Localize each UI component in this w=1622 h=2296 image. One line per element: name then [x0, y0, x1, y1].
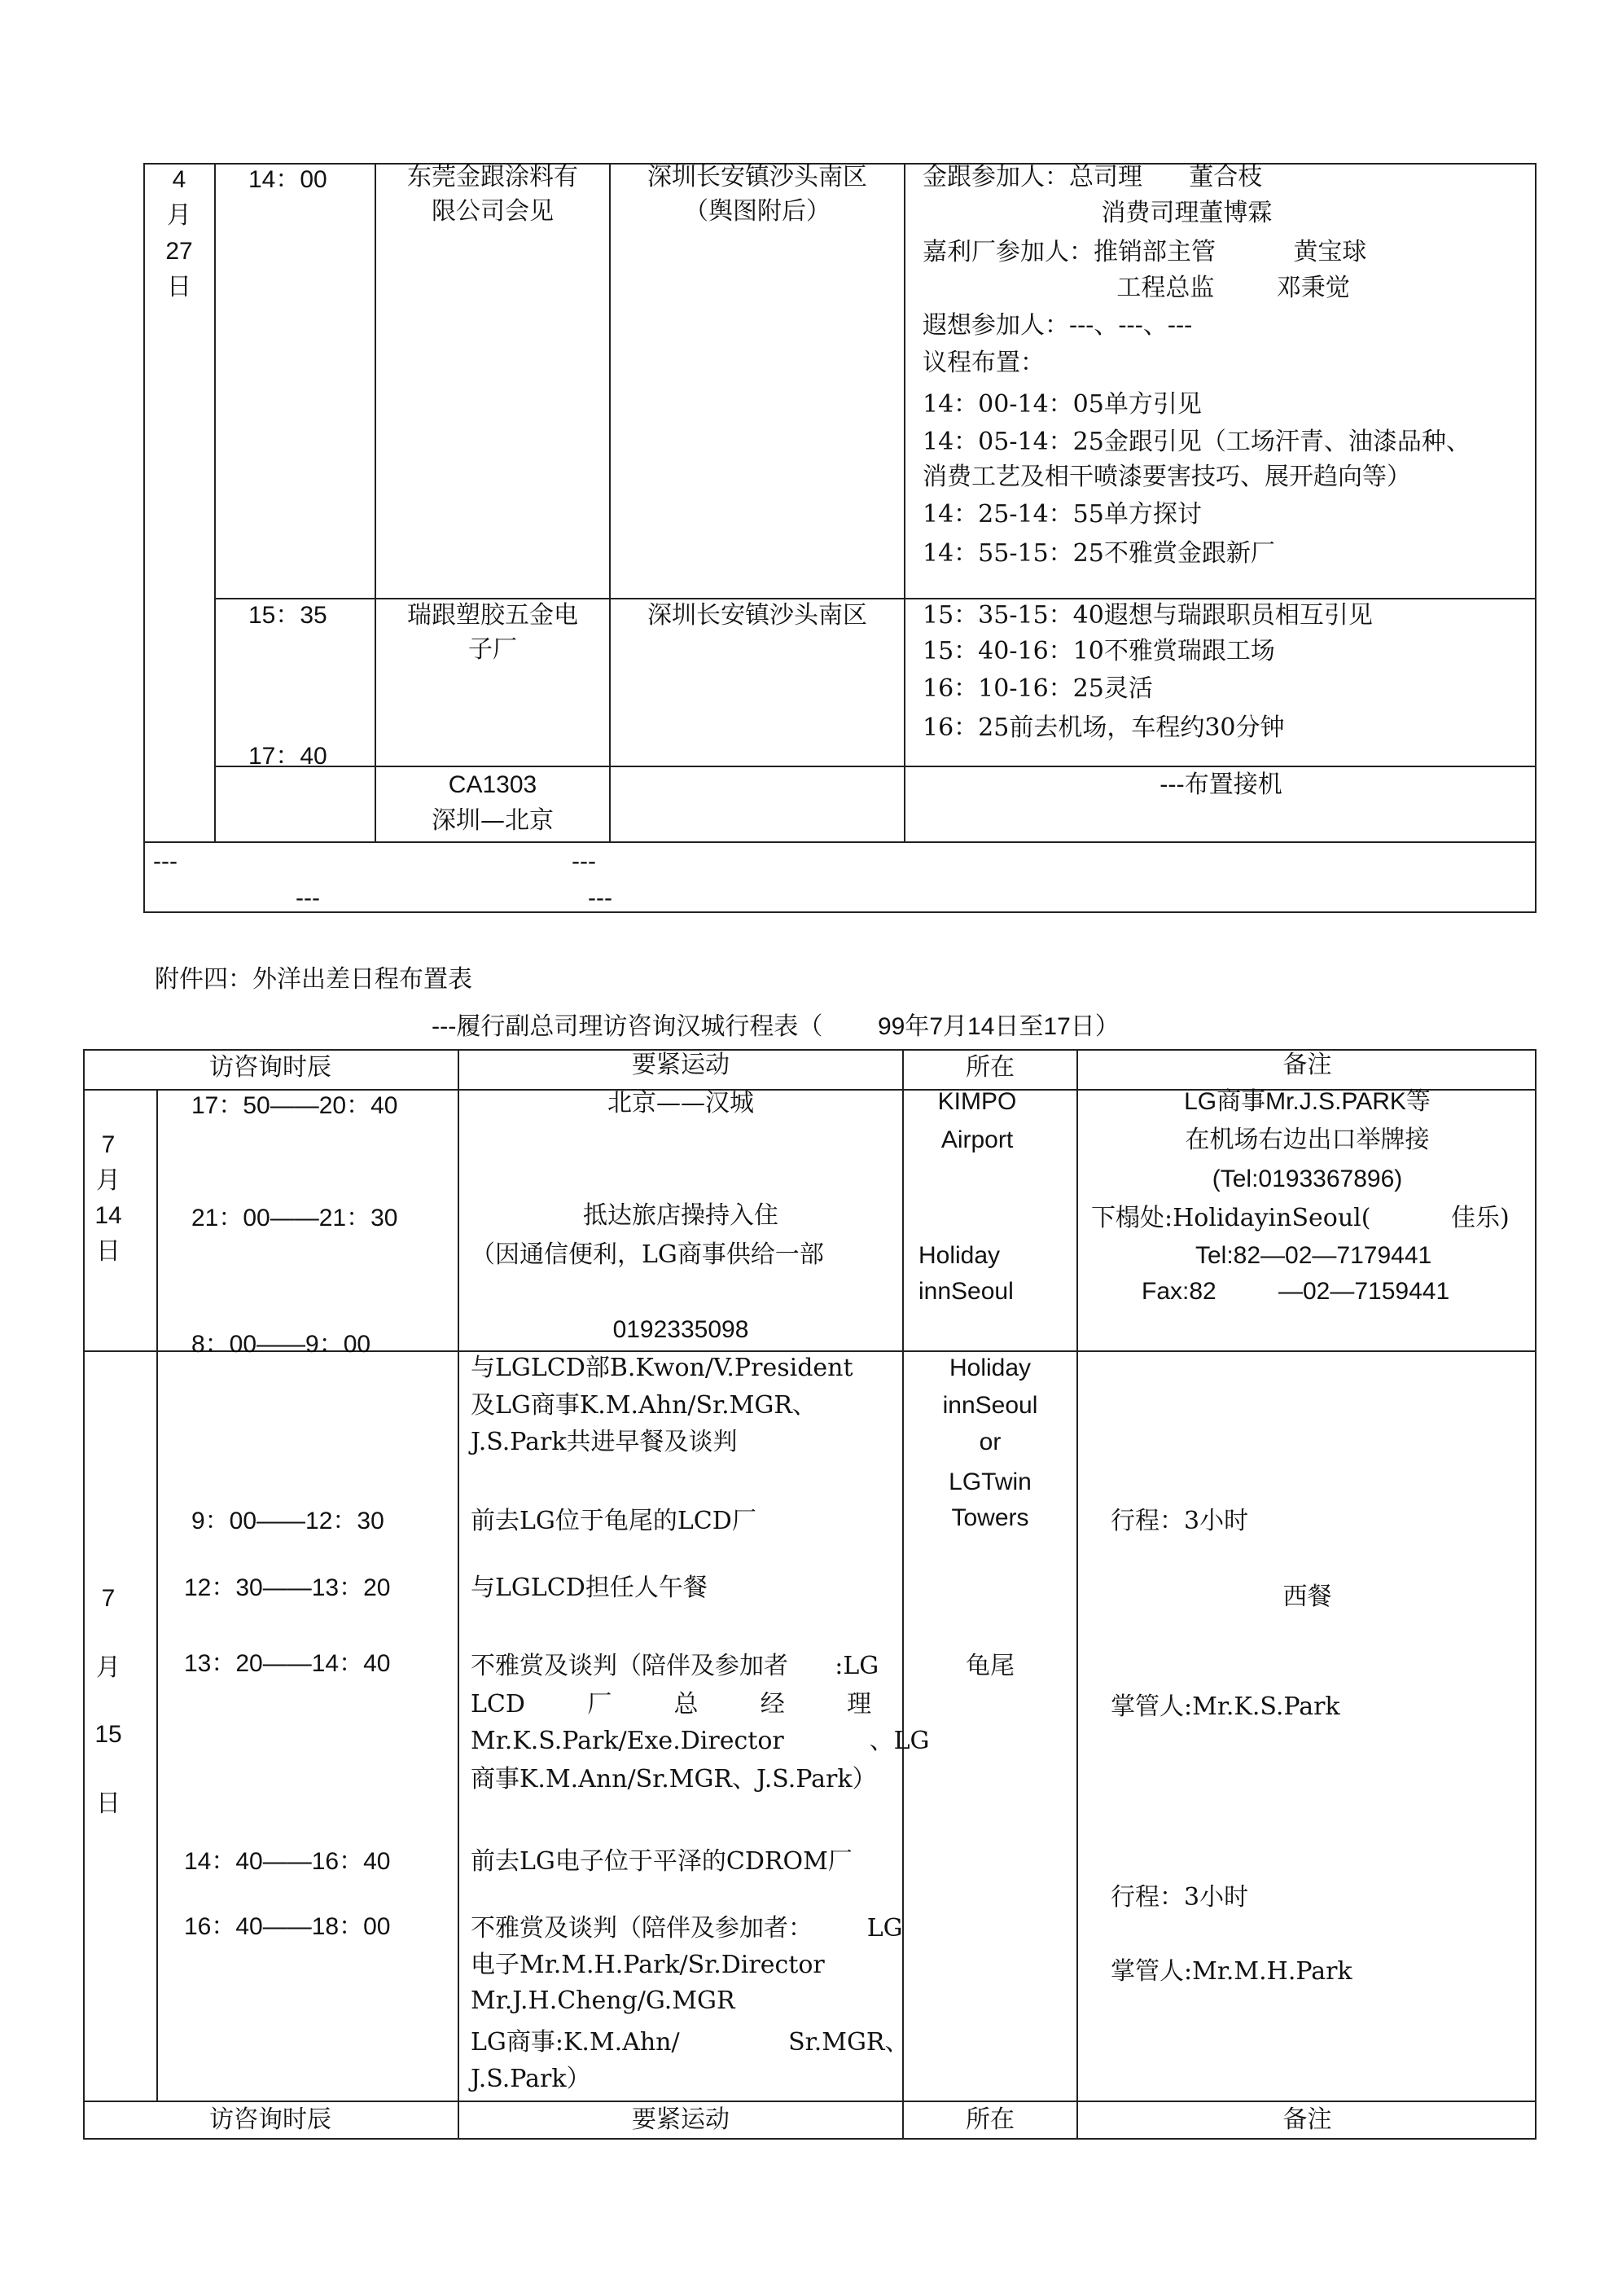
t2-date: 日: [96, 1789, 121, 1818]
t2-location: Towers: [951, 1504, 1029, 1531]
t1-divider: [904, 163, 905, 841]
t2-remark: (Tel:0193367896): [1212, 1166, 1403, 1192]
t2-activity: 前去LG位于龟尾的LCD厂: [471, 1507, 756, 1535]
t2-time: 8：00——9：00: [191, 1331, 371, 1358]
t2-footer-location: 所在: [966, 2105, 1015, 2134]
t2-location: KIMPO: [937, 1088, 1017, 1115]
t2-footer-remarks: 备注: [1282, 2105, 1332, 2134]
t2-remark: LG商事Mr.J.S.PARK等: [1184, 1088, 1431, 1115]
t2-time: 16：40——18：00: [184, 1913, 391, 1940]
t2-activity: 前去LG电子位于平泽的CDROM厂: [471, 1847, 853, 1876]
t2-remark: 佳乐): [1451, 1204, 1510, 1232]
t2-activity: 北京——汉城: [607, 1089, 754, 1117]
t1-remark: 消费工艺及相干喷漆要害技巧、展开趋向等）: [923, 463, 1411, 491]
t2-activity: 0192335098: [612, 1316, 749, 1343]
t2-remark: 行程：3小时: [1111, 1883, 1249, 1912]
t2-location: innSeoul: [918, 1278, 1014, 1305]
t1-flight: 深圳—北京: [432, 806, 554, 835]
t2-header-time: 访咨询时辰: [209, 1053, 331, 1082]
t2-location: 龟尾: [966, 1652, 1015, 1680]
t2-activity: Mr.J.H.Cheng/G.MGR: [471, 1987, 735, 2015]
t2-time: 12：30——13：20: [184, 1574, 391, 1601]
t1-time: 15：35: [248, 602, 327, 629]
schedule-subtitle: ---履行副总司理访咨询汉城行程表（: [432, 1012, 823, 1041]
t1-divider: [609, 163, 611, 841]
t2-activity: LG商事:K.M.Ahn/ Sr.MGR、: [471, 2028, 910, 2057]
t2-activity: J.S.Park）: [471, 2065, 591, 2093]
t2-activity: 抵达旅店操持入住: [583, 1201, 778, 1230]
t1-remark: 15：40-16：10不雅赏瑞跟工场: [923, 637, 1275, 665]
t1-remark: ---布置接机: [1160, 770, 1282, 799]
t2-activity: 商事K.M.Ann/Sr.MGR、J.S.Park）: [471, 1765, 877, 1793]
t2-activity: 与LGLCD担任人午餐: [471, 1574, 708, 1602]
t1-remark: 遐想参加人：---、---、---: [923, 311, 1193, 340]
t2-remark: 在机场右边出口举牌接: [1185, 1126, 1430, 1154]
t2-date: 7: [101, 1131, 116, 1158]
t1-footer: ---: [296, 885, 320, 911]
t1-date: 27: [165, 238, 193, 265]
t2-time: 13：20——14：40: [184, 1650, 391, 1677]
t2-location: or: [979, 1429, 1002, 1455]
t1-remark: 14：55-15：25不雅赏金跟新厂: [923, 539, 1275, 568]
t2-date: 14: [94, 1202, 122, 1229]
t1-remark: 14：05-14：25金跟引见（工场汗青、油漆品种、: [923, 428, 1471, 456]
t2-header-remarks: 备注: [1282, 1051, 1332, 1079]
t2-activity: Mr.K.S.Park/Exe.Director 、LG: [471, 1727, 930, 1755]
t2-date: 15: [94, 1721, 122, 1748]
t2-divider: [902, 1049, 904, 2140]
t2-time: 21：00——21：30: [191, 1205, 398, 1231]
schedule-subtitle-dates: 99年7月14日至17日）: [878, 1013, 1120, 1040]
t2-remark: Tel:82—02—7179441: [1195, 1242, 1432, 1269]
t2-divider: [156, 1089, 158, 2101]
t1-remark: 14：25-14：55单方探讨: [923, 500, 1202, 529]
t2-time: 14：40——16：40: [184, 1848, 391, 1875]
t1-footer: ---: [572, 848, 596, 875]
t2-remark: Fax:82: [1142, 1278, 1216, 1305]
t2-location: Holiday: [949, 1354, 1032, 1381]
t2-activity: 不雅赏及谈判（陪伴及参加者 :LG: [471, 1652, 879, 1680]
t2-location: Airport: [940, 1126, 1014, 1153]
t1-remark: 14：00-14：05单方引见: [923, 390, 1202, 419]
t2-activity: 及LG商事K.M.Ahn/Sr.MGR、: [471, 1391, 817, 1420]
t1-remark: 消费司理董博霖: [923, 199, 1273, 227]
t1-time: 17：40: [248, 743, 327, 770]
t1-footer: ---: [153, 848, 178, 875]
t2-activity: LCD 厂 总 经 理: [471, 1690, 872, 1719]
t1-remark: 工程总监 邓秉觉: [923, 274, 1350, 302]
t2-remark: 行程：3小时: [1111, 1507, 1249, 1535]
t2-activity: （因通信便利，LG商事供给一部: [471, 1240, 824, 1269]
t2-remark: 下榻处:HolidayinSeoul(: [1091, 1204, 1371, 1232]
t1-company: 瑞跟塑胶五金电: [407, 601, 578, 630]
t2-date: 月: [96, 1166, 121, 1195]
t2-remark: 掌管人:Mr.M.H.Park: [1111, 1957, 1352, 1986]
t1-place: 深圳长安镇沙头南区: [647, 163, 867, 191]
t1-remark: 议程布置：: [923, 349, 1045, 377]
t1-date: 日: [167, 273, 191, 301]
t1-footer: ---: [588, 885, 612, 911]
t1-remark: 15：35-15：40遐想与瑞跟职员相互引见: [923, 601, 1373, 630]
t2-time: 9：00——12：30: [191, 1508, 384, 1534]
t2-date: 月: [96, 1653, 121, 1682]
t1-remark: 金跟参加人：总司理 董合枝: [923, 163, 1263, 191]
t1-remark: 16：10-16：25灵活: [923, 674, 1153, 703]
t1-place: 深圳长安镇沙头南区: [647, 601, 867, 630]
t2-date: 7: [101, 1585, 116, 1612]
t1-date: 4: [172, 166, 186, 193]
t1-date: 月: [167, 201, 191, 230]
t2-date: 日: [96, 1237, 121, 1266]
t2-activity: 电子Mr.M.H.Park/Sr.Director: [471, 1951, 825, 1979]
t2-remark: 西餐: [1282, 1583, 1332, 1611]
t1-place: （舆图附后）: [684, 197, 831, 226]
t2-footer-time: 访咨询时辰: [209, 2105, 331, 2134]
t2-header-activity: 要紧运动: [632, 1051, 730, 1079]
t1-divider: [143, 841, 1537, 843]
t2-location: LGTwin: [949, 1468, 1032, 1495]
t2-activity: 不雅赏及谈判（陪伴及参加者： LG: [471, 1914, 903, 1943]
t1-divider: [214, 163, 216, 841]
t2-activity: J.S.Park共进早餐及谈判: [471, 1428, 738, 1456]
t2-location: innSeoul: [942, 1392, 1038, 1419]
t1-company: 子厂: [468, 635, 517, 664]
attachment-title: 附件四：外洋出差日程布置表: [155, 965, 472, 994]
t2-location: Holiday: [918, 1242, 1001, 1269]
t1-divider: [375, 163, 376, 841]
t2-header-location: 所在: [966, 1053, 1015, 1082]
t2-footer-activity: 要紧运动: [632, 2105, 730, 2134]
t1-flight: CA1303: [448, 771, 537, 798]
t1-remark: 嘉利厂参加人：推销部主管 黄宝球: [923, 238, 1367, 266]
t2-activity: 与LGLCD部B.Kwon/V.President: [471, 1354, 853, 1382]
t2-time: 17：50——20：40: [191, 1092, 398, 1119]
t1-company: 东莞金跟涂料有: [407, 163, 578, 191]
t1-time: 14：00: [248, 166, 327, 193]
t1-remark: 16：25前去机场，车程约30分钟: [923, 713, 1285, 742]
t2-remark: 掌管人:Mr.K.S.Park: [1111, 1692, 1340, 1721]
t1-company: 限公司会见: [432, 197, 554, 226]
t2-remark: —02—7159441: [1278, 1278, 1450, 1305]
